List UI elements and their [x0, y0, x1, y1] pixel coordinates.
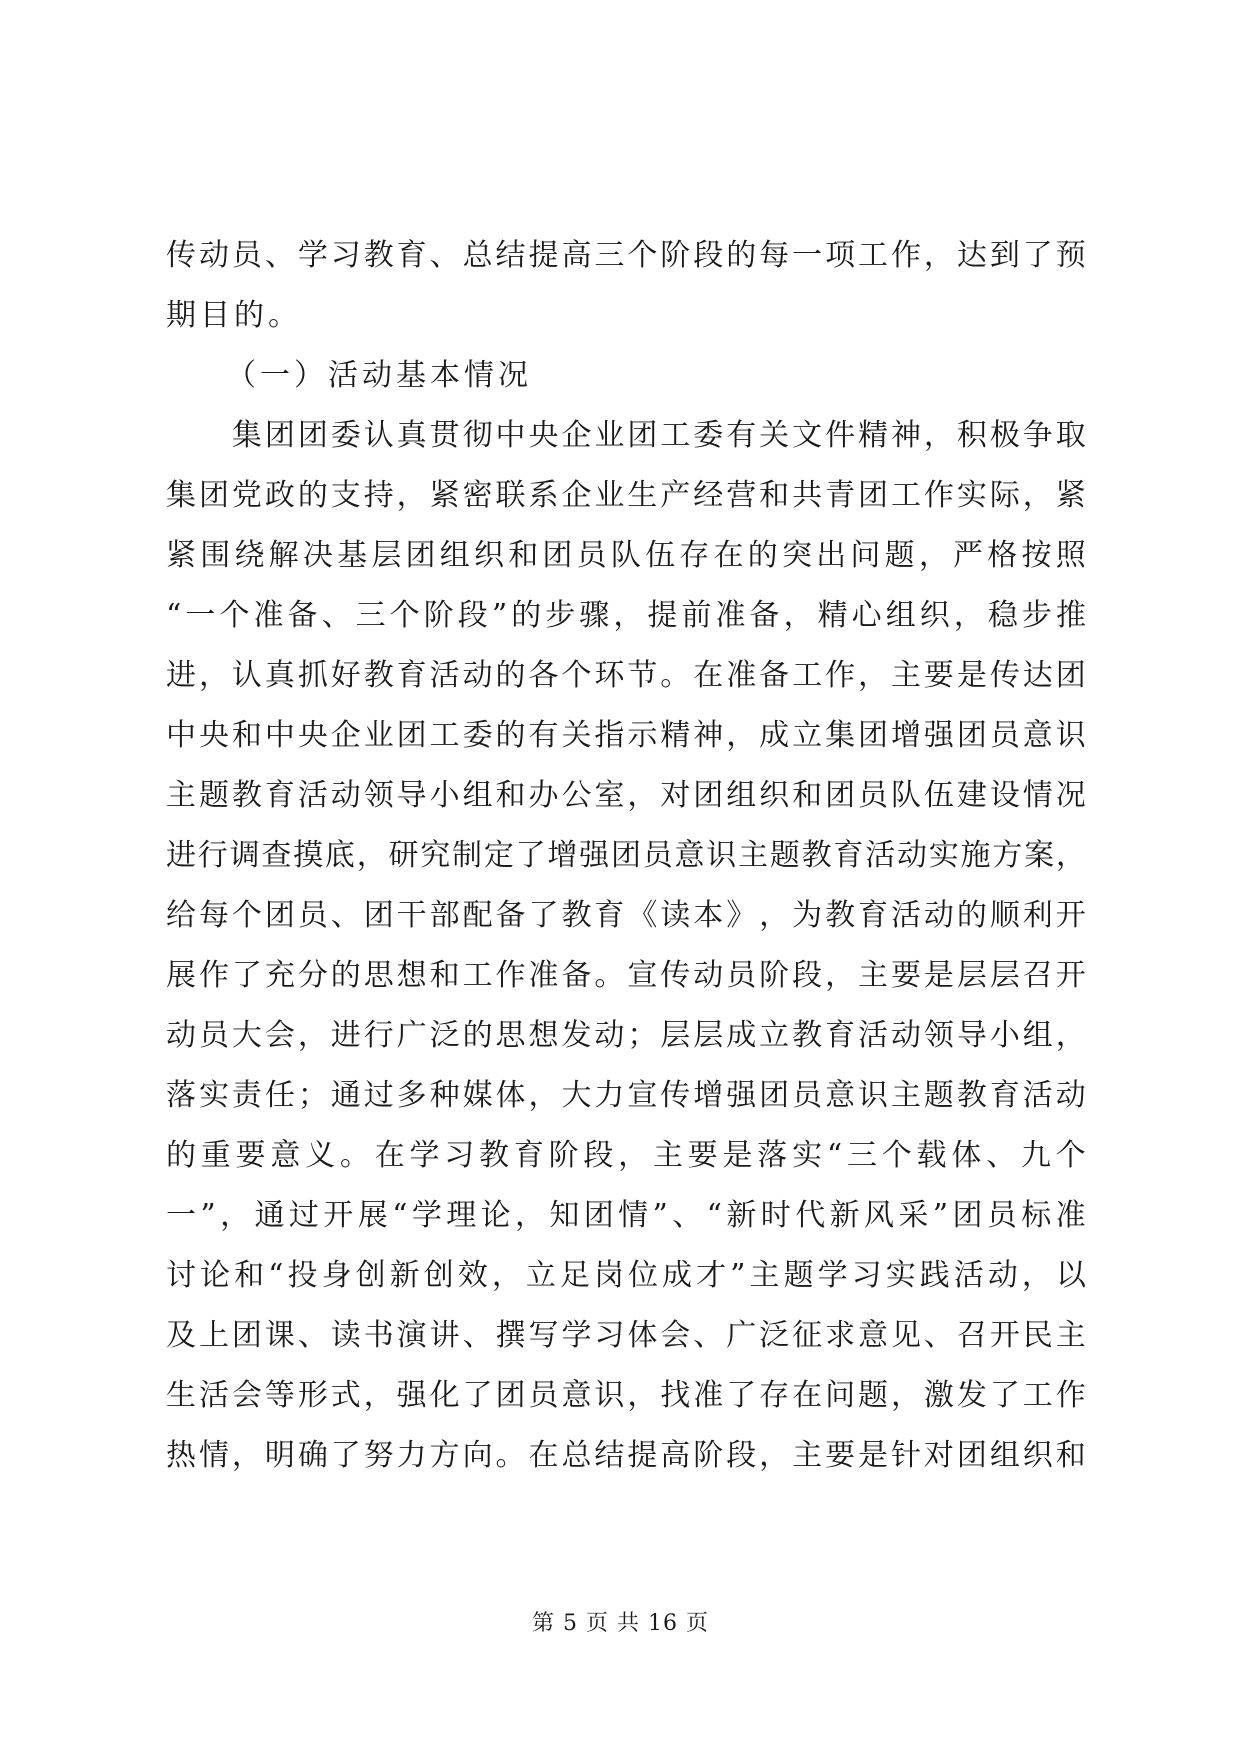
paragraph-line: 紧 围 绕 解 决 基 层 团 组 织 和 团 员 队 伍 存 在 的 突 出 问 题 ， 严 格 按 照 [166, 538, 1086, 573]
paragraph-line: 讨 论 和 “ 投 身 创 新 创 效 ， 立 足 岗 位 成 才 ” 主 题 学 习 实 践 活 动 ， 以 [166, 1258, 1086, 1293]
paragraph-line: 的 重 要 意 义 。 在 学 习 教 育 阶 段 ， 主 要 是 落 实 “ 三 个 载 体 、 九 个 [166, 1138, 1086, 1173]
paragraph-line: 传 动 员 、 学 习 教 育 、 总 结 提 高 三 个 阶 段 的 每 一 项 工 作 ， 达 到 了 预 [166, 238, 1086, 273]
page-footer: 第 5 页 共 16 页 [532, 1611, 709, 1636]
paragraph-line: 中 央 和 中 央 企 业 团 工 委 的 有 关 指 示 精 神 ， 成 立 集 团 增 强 团 员 意 识 [166, 718, 1086, 753]
paragraph-line: 一 ” ， 通 过 开 展 “ 学 理 论 ， 知 团 情 ” 、 “ 新 时 代 新 风 采 ” 团 员 标 准 [166, 1198, 1086, 1233]
paragraph-line: 及 上 团 课 、 读 书 演 讲 、 撰 写 学 习 体 会 、 广 泛 征 求 意 见 、 召 开 民 主 [166, 1318, 1086, 1353]
paragraph-line: 热 情 ， 明 确 了 努 力 方 向 。 在 总 结 提 高 阶 段 ， 主 要 是 针 对 团 组 织 和 [166, 1438, 1086, 1473]
paragraph-line: 期目的。 [166, 298, 302, 333]
paragraph-line: 进 行 调 查 摸 底 ， 研 究 制 定 了 增 强 团 员 意 识 主 题 教 育 活 动 实 施 方 案 ， [166, 838, 1086, 873]
paragraph-line: 生 活 会 等 形 式 ， 强 化 了 团 员 意 识 ， 找 准 了 存 在 问 题 ， 激 发 了 工 作 [166, 1378, 1086, 1413]
document-body [166, 226, 1086, 1486]
paragraph-line: 动 员 大 会 ， 进 行 广 泛 的 思 想 发 动 ； 层 层 成 立 教 育 活 动 领 导 小 组 ， [166, 1018, 1086, 1053]
paragraph-line: 主 题 教 育 活 动 领 导 小 组 和 办 公 室 ， 对 团 组 织 和 团 员 队 伍 建 设 情 况 [166, 778, 1086, 813]
paragraph-line: 集 团 团 委 认 真 贯 彻 中 央 企 业 团 工 委 有 关 文 件 精 神 ， 积 极 争 取 [231, 418, 1086, 453]
section-heading: （一）活动基本情况 [226, 358, 532, 393]
paragraph-line: “ 一 个 准 备 、 三 个 阶 段 ” 的 步 骤 ， 提 前 准 备 ， 精 心 组 织 ， 稳 步 推 [166, 598, 1086, 633]
paragraph-line: 落 实 责 任 ； 通 过 多 种 媒 体 ， 大 力 宣 传 增 强 团 员 意 识 主 题 教 育 活 动 [166, 1078, 1086, 1113]
paragraph-line: 集 团 党 政 的 支 持 ， 紧 密 联 系 企 业 生 产 经 营 和 共 青 团 工 作 实 际 ， 紧 [166, 478, 1086, 513]
paragraph-line: 进 ， 认 真 抓 好 教 育 活 动 的 各 个 环 节 。 在 准 备 工 作 ， 主 要 是 传 达 团 [166, 658, 1086, 693]
paragraph-line: 给 每 个 团 员 、 团 干 部 配 备 了 教 育 《 读 本 》 ， 为 教 育 活 动 的 顺 利 开 [166, 898, 1086, 933]
paragraph-line: 展 作 了 充 分 的 思 想 和 工 作 准 备 。 宣 传 动 员 阶 段 ， 主 要 是 层 层 召 开 [166, 958, 1086, 993]
